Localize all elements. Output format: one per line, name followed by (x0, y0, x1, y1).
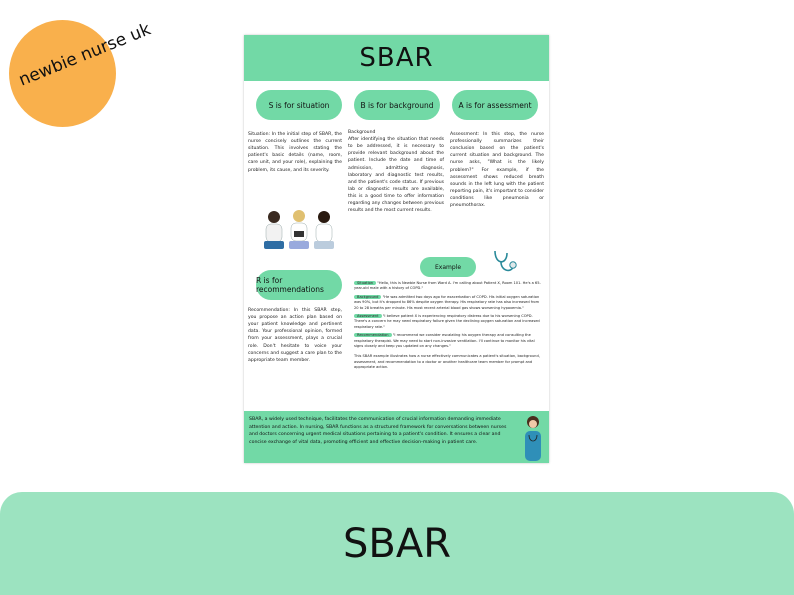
example-assessment (354, 314, 544, 330)
nurse-illustration (518, 413, 548, 463)
recommendation-text: Recommendation: In this SBAR step, you propose an action plan based on your patient knowledge and pertinent data. Your professional opinion, formed from your assessment, plays a crucial role. Don't hesitate to voice your concerns and suggest a care plan to the appropriate team member. (248, 308, 342, 363)
stethoscope-icon (489, 247, 519, 277)
logo-text: newbie nurse uk (16, 19, 154, 91)
pill-recommendations: R is for recommendations (256, 270, 342, 300)
sbar-sheet (244, 35, 549, 463)
bottom-banner (0, 492, 794, 595)
example-tag-assessment: Assessment (354, 314, 382, 318)
example-text-recommendation: "I recommend we consider escalating his oxygen therapy and consulting the respiratory therapist. We may need to start non-invasive ventilation. I'll continue to monitor his vital signs closely and keep you updated on any changes." (354, 333, 535, 348)
example-tag-background: Background (354, 295, 381, 299)
pill-situation: S is for situation (256, 90, 342, 120)
nurses-illustration (258, 207, 340, 251)
banner-title: SBAR (343, 520, 451, 567)
example-background (354, 295, 544, 311)
example-summary: This SBAR example illustrates how a nurse effectively communicates a patient's situation, background, assessment, and recommendation to a doctor or another healthcare team member for prompt and appropriate action. (354, 354, 540, 370)
pill-background: B is for background (354, 90, 440, 120)
example-text-background: "He was admitted two days ago for exacerbation of COPD. His initial oxygen saturation was 90%, but it's dropped to 86% despite oxygen therapy. His respiratory rate has also increased from 20 to 28 breaths per minute. His most recent arterial blood gas shows worsening hypoxemia." (354, 294, 540, 310)
sheet-header (244, 35, 549, 81)
example-section (354, 281, 544, 373)
sheet-title: SBAR (359, 43, 434, 73)
example-text-situation: "Hello, this is Newbie Nurse from Ward A. I'm calling about Patient X, Room 101. He's a 65-year-old male with a history of COPD." (354, 281, 541, 291)
assessment-text: Assessment: In this step, the nurse professionally summarizes their conclusion based on the patient's current situation and background. The nurse asks, "What is the likely problem?" For example, if the assessment shows reduced breath sounds in the left lung with the patient reporting pain, it's important to consider conditions like pneumonia or pneumothorax. (450, 132, 544, 209)
example-situation (354, 281, 544, 292)
background-text: Background After identifying the situation that needs to be addressed, it is necessary to provide relevant background about the patient. Include the date and time of admission, admitting diagnosis, laboratory and diagnostic test results, and the patient's code status. If previous lab or diagnostic results are available, this is a good time to offer information regarding any changes between previous results and the most current results. (348, 130, 444, 214)
example-tag-situation: Situation (354, 281, 376, 285)
pill-assessment: A is for assessment (452, 90, 538, 120)
pill-example: Example (420, 257, 476, 277)
situation-text: Situation: In the initial step of SBAR, the nurse concisely outlines the current situation. This involves stating the patient's basic details (name, room, care unit, and your role), explaining the problem, its cause, and its severity. (248, 132, 342, 173)
summary-text: SBAR, a widely used technique, facilitates the communication of crucial information demanding immediate attention and action. In nursing, SBAR functions as a structured framework for conversations between nurses and doctors concerning urgent medical situations pertaining to a patient's condition. It ensures a clear and concise exchange of vital data, promoting efficient and effective decision-making in patient care. (249, 417, 507, 445)
example-text-assessment: "I believe patient X is experiencing respiratory distress due to his worsening COPD. There's a concern he may need respiratory failure given the declining oxygen saturation and increased respiratory rate." (354, 313, 540, 329)
summary-box (244, 411, 549, 463)
example-tag-recommendation: Recommendation (354, 333, 392, 337)
example-recommendation (354, 333, 544, 349)
